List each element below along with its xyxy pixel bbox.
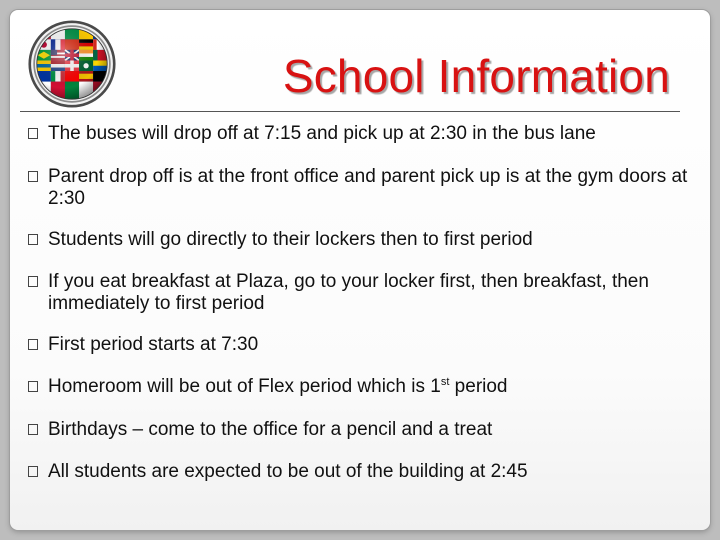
bullet-text: Students will go directly to their lockers then to first period [48,229,533,250]
bullet-text: First period starts at 7:30 [48,334,259,355]
bullet-text-main: Homeroom will be out of Flex period which is 1 [48,376,441,397]
bullet-item [28,229,698,251]
bullet-text: If you eat breakfast at Plaza, go to your locker first, then breakfast, then immediately to first period [48,271,649,314]
bullet-text: All students are expected to be out of the building at 2:45 [48,461,528,482]
ordinal-superscript: st [440,376,450,388]
bullet-box-icon [28,171,38,182]
bullet-item [28,334,698,356]
bullet-item [28,166,698,210]
bullet-box-icon [28,424,38,435]
bullet-box-icon [28,128,38,139]
bullet-box-icon [28,234,38,245]
bullet-item [28,376,698,398]
bullet-box-icon [28,381,38,392]
bullet-box-icon [28,339,38,350]
bullet-item [28,461,698,483]
bullet-text: Birthdays – come to the office for a pencil and a treat [48,419,493,440]
slide-title: School Information [282,50,670,102]
bullet-item [28,271,698,315]
bullet-box-icon [28,276,38,287]
bullet-text [48,376,698,398]
bullet-text: The buses will drop off at 7:15 and pick up at 2:30 in the bus lane [48,123,596,144]
bullet-text-end: period [449,376,508,397]
bullet-box-icon [28,466,38,477]
bullet-item [28,419,698,441]
bullet-item [28,123,698,145]
bullet-text: Parent drop off is at the front office and parent pick up is at the gym doors at 2:30 [48,166,688,209]
